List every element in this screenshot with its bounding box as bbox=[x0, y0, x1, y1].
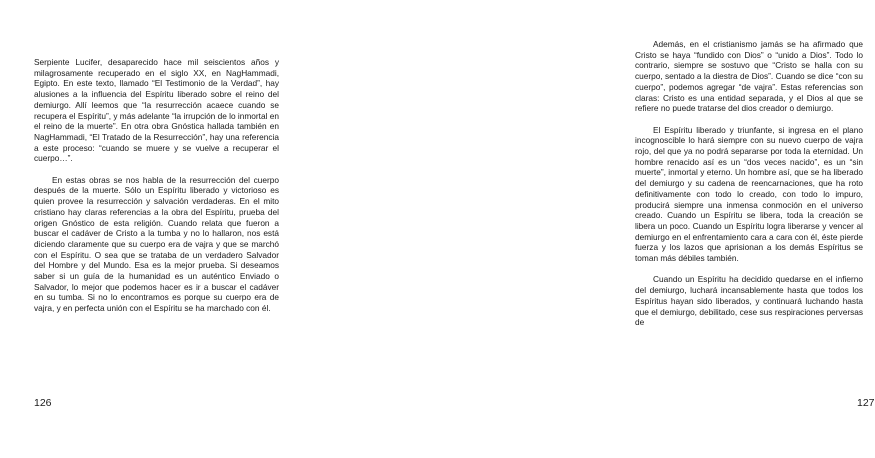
right-page bbox=[300, 0, 875, 458]
paragraph: Cuando un Espíritu ha decidido quedarse en el infierno del demiurgo, luchará incansablemente hasta que todos los Espíritus hayan sido liberados, y continuará luchando hasta que el demiurgo, debilitado, cese sus respiraciones perversas de bbox=[635, 274, 863, 328]
paragraph: Serpiente Lucifer, desaparecido hace mil seiscientos años y milagrosamente recuperado en el siglo XX, en NagHammadi, Egipto. En este texto, llamado “El Testimonio de la Verdad”, hay alusiones a la influencia del Espíritu liberado sobre el reino del demiurgo. Allí leemos que “la resurrección acaece cuando se recupera el Espíritu”, y más adelante “la irrupción de lo inmortal en el reino de la muerte”. En otra obra Gnóstica hallada también en NagHammadi, “El Tratado de la Resurrección”, hay una referencia a este proceso: “cuando se muere y se vuelve a recuperar el cuerpo…”. bbox=[34, 57, 279, 164]
page-number: 126 bbox=[34, 397, 52, 409]
paragraph: Además, en el cristianismo jamás se ha afirmado que Cristo se haya “fundido con Dios” o “unido a Dios”. Todo lo contrario, siempre se sostuvo que “Cristo se halla con su cuerpo, sentado a la diestra de Dios”. Cuando se dice “con su cuerpo”, podemos agregar “de vajra”. Estas referencias son claras: Cristo es una entidad separada, y el Dios al que se refiere no puede tratarse del dios creador o demiurgo. bbox=[635, 39, 863, 114]
paragraph: En estas obras se nos habla de la resurrección del cuerpo después de la muerte. Sólo un Espíritu liberado y victorioso es quien provee la resurrección y salvación verdaderas. En el mito cristiano hay claras referencias a la obra del Espíritu, prueba del origen Gnóstico de esta religión. Cuando relata que fueron a buscar el cadáver de Cristo a la tumba y no lo hallaron, nos está diciendo claramente que su cuerpo era de vajra y que se marchó con el Espíritu. O sea que se trataba de un verdadero Salvador del Hombre y del Mundo. Esa es la mejor prueba. Si deseamos saber si un guía de la humanidad es un auténtico Enviado o Salvador, lo mejor que podemos hacer es ir a buscar el cadáver en su tumba. Si no lo encontramos es porque su cuerpo era de vajra, y en perfecta unión con el Espíritu se ha marchado con él. bbox=[34, 174, 279, 314]
left-page bbox=[0, 0, 300, 458]
right-page-text bbox=[635, 39, 863, 328]
paragraph: El Espíritu liberado y triunfante, si ingresa en el plano incognoscible lo hará siempre con su nuevo cuerpo de vajra rojo, del que ya no podrá separarse por toda la eternidad. Un hombre renacido así es un “dos veces nacido”, es un “sin muerte”, inmortal y eterno. Un hombre así, que se ha liberado del demiurgo y su cadena de reencarnaciones, que ha roto definitivamente con todo lo creado, con todo lo impuro, producirá siempre una inmensa conmoción en el universo creado. Cuando un Espíritu se libera, toda la creación se libera un poco. Cuando un Espíritu logra liberarse y vencer al demiurgo en el enfrentamiento cara a cara con él, éste pierde fuerza y los lazos que aprisionan a los demás Espíritus se toman más débiles también. bbox=[635, 124, 863, 264]
left-page-text bbox=[34, 57, 279, 314]
page-number: 127 bbox=[857, 397, 875, 409]
